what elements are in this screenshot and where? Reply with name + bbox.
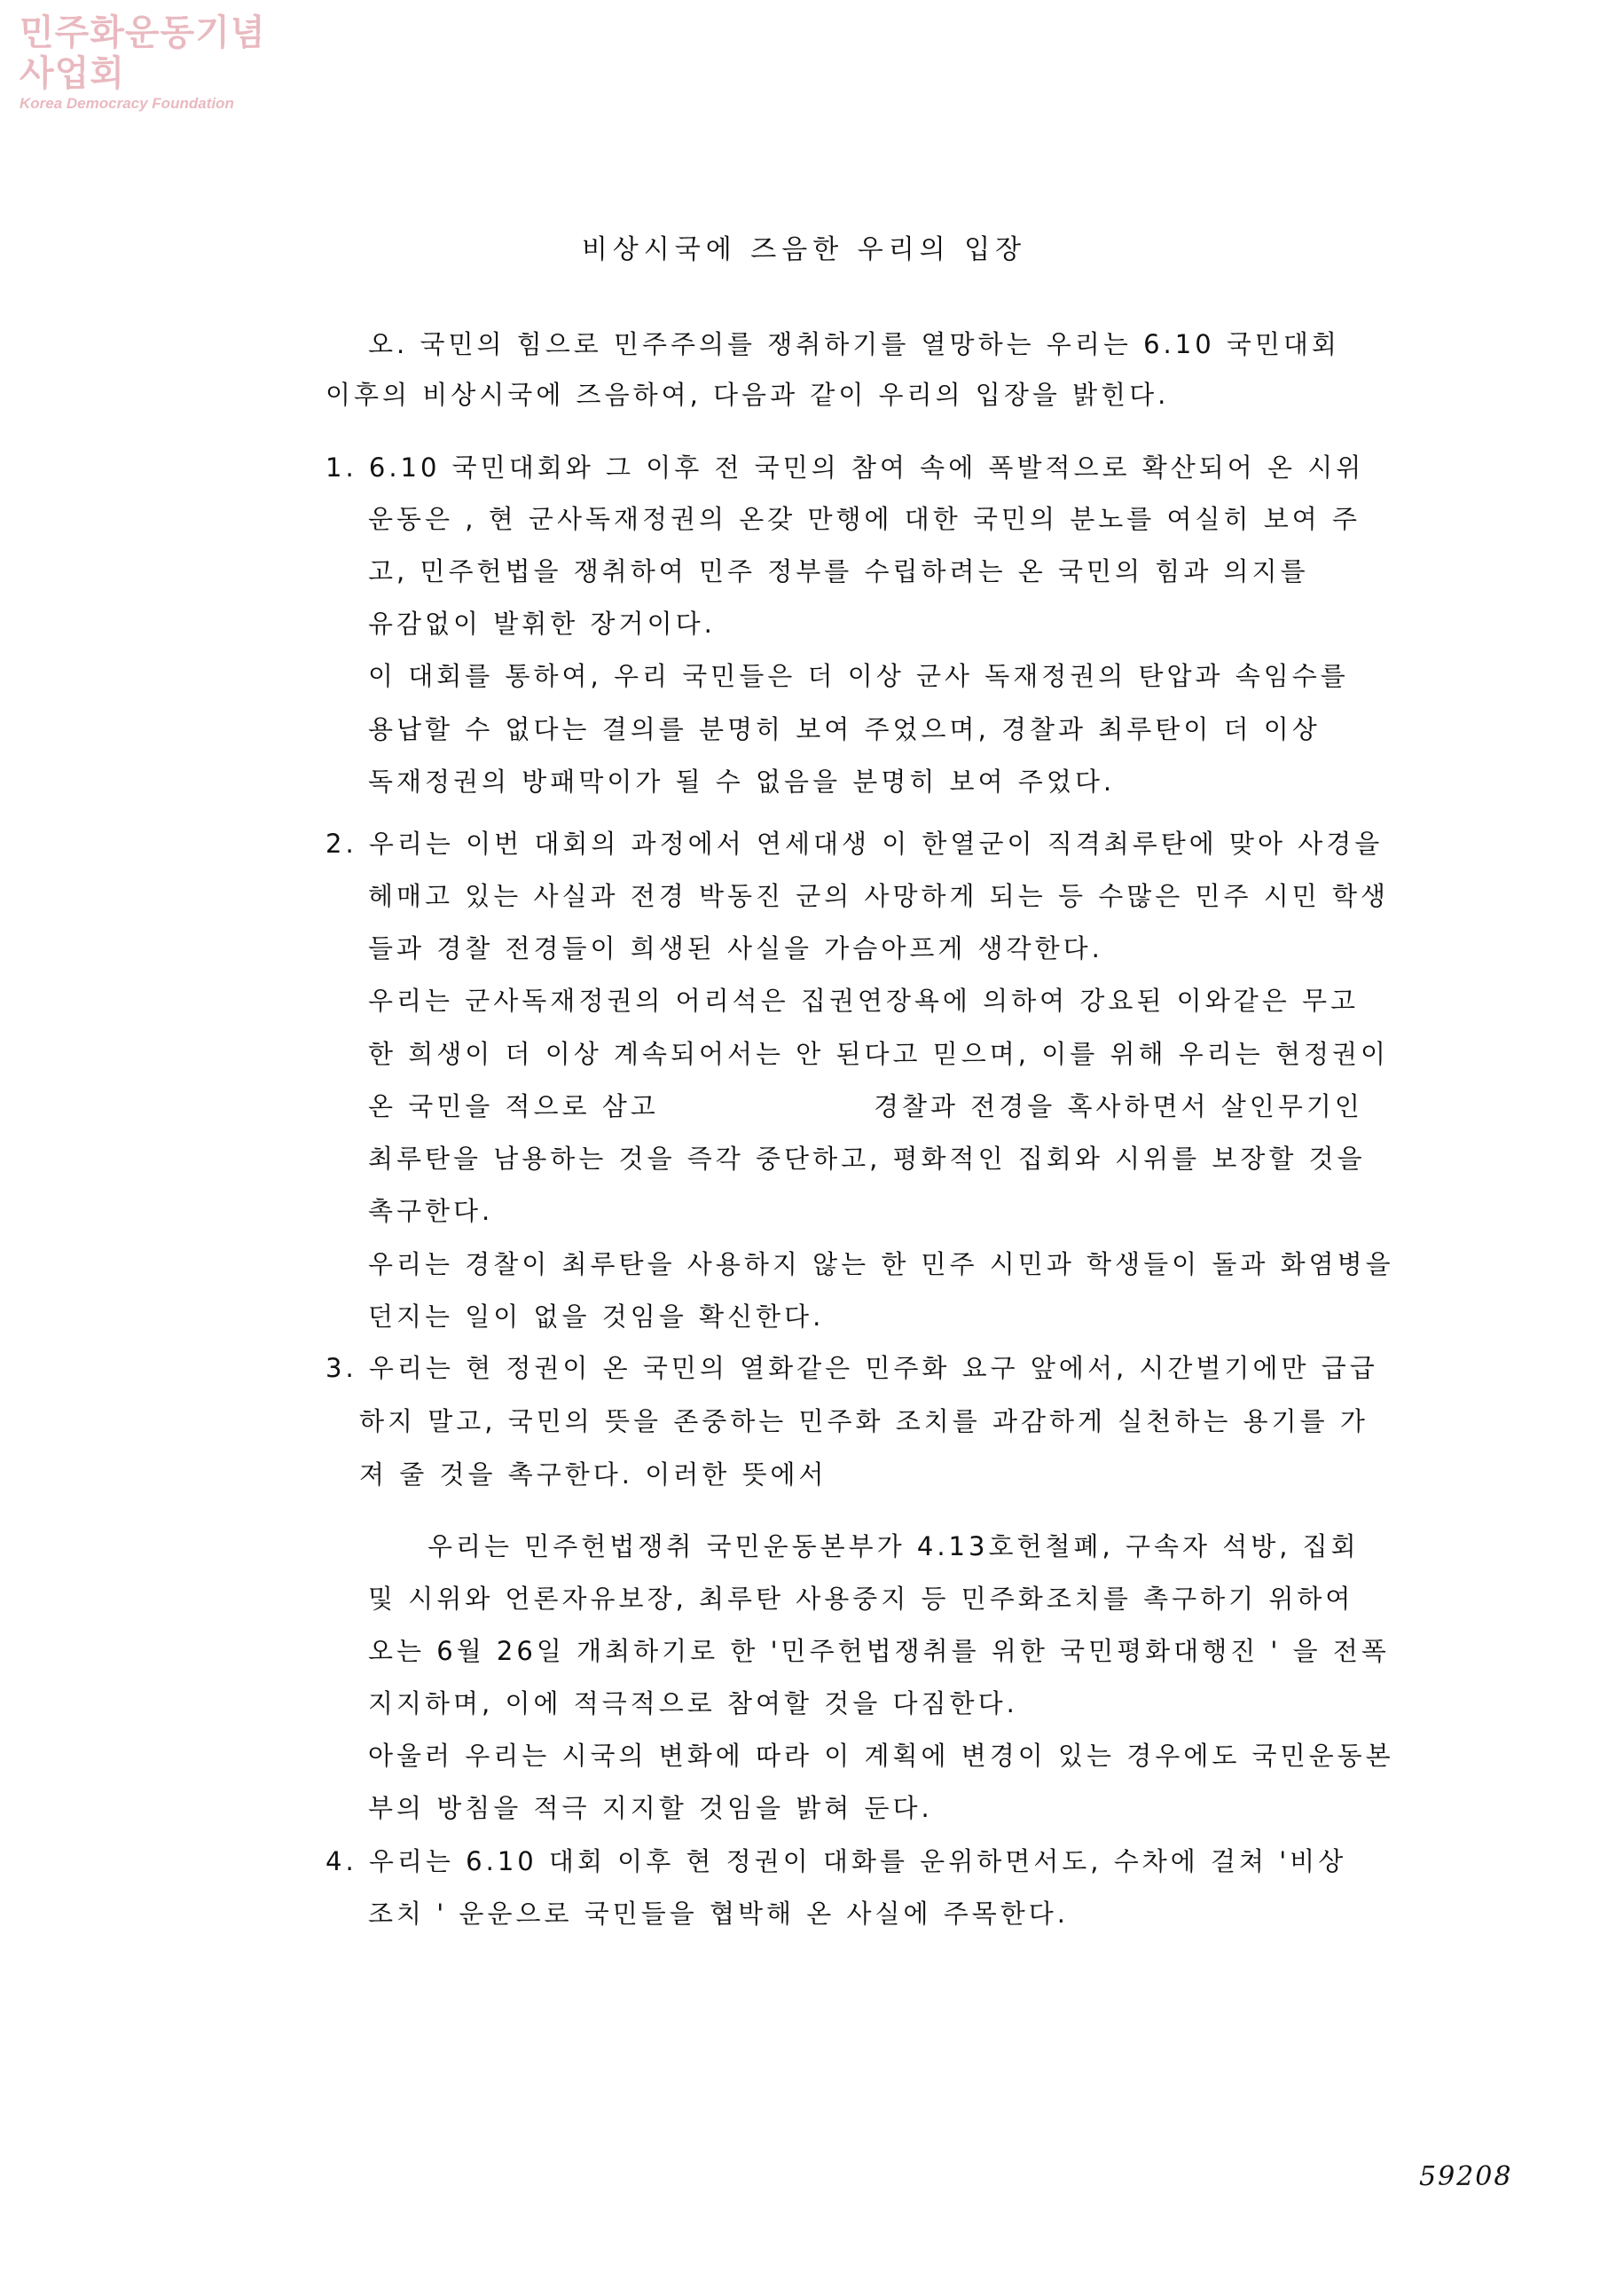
text-line: 독재정권의 방패막이가 될 수 없음을 분명히 보여 주었다. (368, 767, 1116, 797)
watermark-logo (20, 12, 286, 114)
page-number: 59208 (1419, 2161, 1513, 2192)
text-line: 온 국민을 적으로 삼고 (368, 1091, 659, 1121)
text-line: 오는 6월 26일 개최하기로 한 '민주헌법쟁취를 위한 국민평화대행진 ' 을 전폭 (368, 1636, 1390, 1666)
watermark-korean: 민주화운동기념사업회 (20, 12, 266, 94)
text-line: 및 시위와 언론자유보장, 최루탄 사용중지 등 민주화조치를 촉구하기 위하여 (368, 1584, 1354, 1614)
text-line: 용납할 수 없다는 결의를 분명히 보여 주었으며, 경찰과 최루탄이 더 이상 (368, 714, 1321, 744)
document-title: 비상시국에 즈음한 우리의 입장 (581, 234, 1027, 265)
text-line: 우리는 군사독재정권의 어리석은 집권연장욕에 의하여 강요된 이와같은 무고 (368, 986, 1359, 1016)
watermark-english: Korea Democracy Foundation (20, 95, 234, 112)
text-line: 한 희생이 더 이상 계속되어서는 안 된다고 믿으며, 이를 위해 우리는 현정권이 (368, 1039, 1390, 1069)
text-line: 3. 우리는 현 정권이 온 국민의 열화같은 민주화 요구 앞에서, 시간벌기에만 급급 (326, 1353, 1378, 1383)
text-line: 오. 국민의 힘으로 민주주의를 쟁취하기를 열망하는 우리는 6.10 국민대회 (368, 329, 1340, 359)
text-line: 4. 우리는 6.10 대회 이후 현 정권이 대화를 운위하면서도, 수차에 걸쳐 '비상 (326, 1846, 1347, 1876)
text-line: 2. 우리는 이번 대회의 과정에서 연세대생 이 한열군이 직격최루탄에 맞아 사경을 (326, 829, 1384, 859)
text-line: 이후의 비상시국에 즈음하여, 다음과 같이 우리의 입장을 밝힌다. (326, 380, 1170, 410)
text-line: 아울러 우리는 시국의 변화에 따라 이 계획에 변경이 있는 경우에도 국민운동본 (368, 1741, 1394, 1771)
text-line: 고, 민주헌법을 쟁취하여 민주 정부를 수립하려는 온 국민의 힘과 의지를 (368, 556, 1309, 586)
text-line: 우리는 경찰이 최루탄을 사용하지 않는 한 민주 시민과 학생들이 돌과 화염병을 (368, 1249, 1394, 1279)
text-line: 하지 말고, 국민의 뜻을 존중하는 민주화 조치를 과감하게 실천하는 용기를 가 (359, 1406, 1369, 1436)
text-line: 지지하며, 이에 적극적으로 참여할 것을 다짐한다. (368, 1688, 1018, 1718)
text-line: 조치 ' 운운으로 국민들을 협박해 온 사실에 주목한다. (368, 1899, 1070, 1929)
text-line: 져 줄 것을 촉구한다. 이러한 뜻에서 (359, 1459, 828, 1490)
text-line: 1. 6.10 국민대회와 그 이후 전 국민의 참여 속에 폭발적으로 확산되어 온 시위 (326, 452, 1365, 483)
text-line: 유감없이 발휘한 장거이다. (368, 609, 716, 639)
text-line: 우리는 민주헌법쟁취 국민운동본부가 4.13호헌철폐, 구속자 석방, 집회 (427, 1531, 1360, 1561)
text-line: 부의 방침을 적극 지지할 것임을 밝혀 둔다. (368, 1793, 933, 1823)
text-line: 들과 경찰 전경들이 희생된 사실을 가슴아프게 생각한다. (368, 933, 1103, 963)
text-line: 헤매고 있는 사실과 전경 박동진 군의 사망하게 되는 등 수많은 민주 시민 학생 (368, 881, 1390, 911)
text-line: 던지는 일이 없을 것임을 확신한다. (368, 1301, 825, 1332)
text-line: 이 대회를 통하여, 우리 국민들은 더 이상 군사 독재정권의 탄압과 속임수를 (368, 661, 1349, 691)
text-line: 경찰과 전경을 혹사하면서 살인무기인 (874, 1091, 1363, 1121)
text-line: 운동은 , 현 군사독재정권의 온갖 만행에 대한 국민의 분노를 여실히 보여 주 (368, 504, 1361, 534)
text-line: 최루탄을 남용하는 것을 즉각 중단하고, 평화적인 집회와 시위를 보장할 것을 (368, 1144, 1366, 1174)
text-line: 촉구한다. (368, 1196, 494, 1226)
